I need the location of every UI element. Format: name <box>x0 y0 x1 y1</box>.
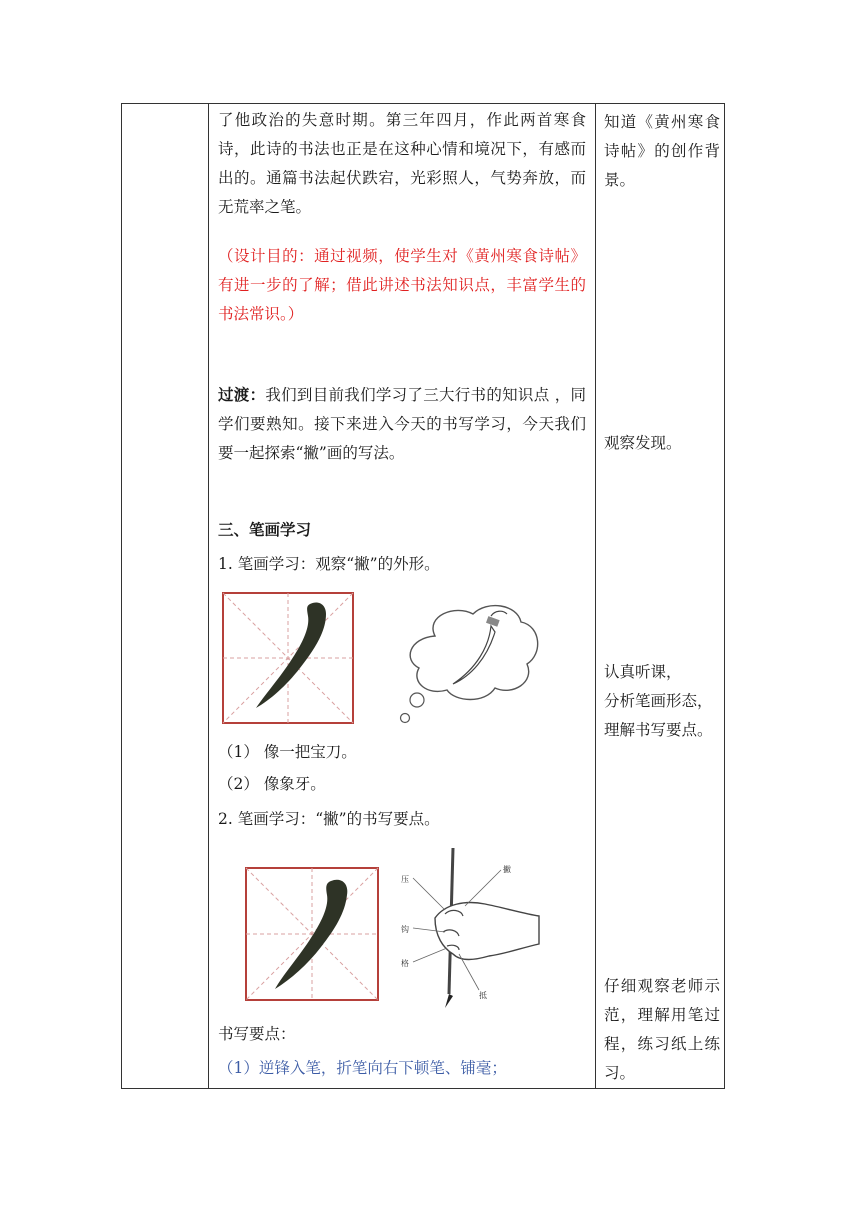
activity-3a: 认真听课， <box>604 663 682 681</box>
activity-3b: 分析笔画形态， <box>604 692 713 710</box>
transition-text: 我们到目前我们学习了三大行书的知识点 ，同学们要熟知。接下来进入今天的书写学习，今天我们要一起探索“撇”画的写法。 <box>218 386 586 462</box>
intro-paragraph: 了他政治的失意时期。第三年四月，作此两首寒食诗，此诗的书法也正是在这种心情和境况下，有感而出的。通篇书法起伏跌宕，光彩照人，气势奔放，而无荒率之笔。 <box>218 111 586 216</box>
activity-4: 仔细观察老师示范，理解用笔过程，练习纸上练习。 <box>604 977 720 1082</box>
saber-bubble-illustration <box>395 596 545 726</box>
label-hook: 钩 <box>401 925 409 934</box>
item2-title: 2. 笔画学习：“撇”的书写要点。 <box>218 810 440 828</box>
activity-1: 知道《黄州寒食诗帖》的创作背景。 <box>604 113 720 189</box>
lesson-table <box>121 103 725 1089</box>
label-grip: 格 <box>401 959 409 968</box>
design-purpose-note: （设计目的：通过视频，使学生对《黄州寒食诗帖》有进一步的了解；借此讲述书法知识点，丰富学生的书法常识。） <box>218 247 586 323</box>
transition-paragraph <box>218 380 586 468</box>
label-pinch: 撇 <box>503 865 511 874</box>
transition-label: 过渡： <box>218 385 266 404</box>
label-support: 抵 <box>479 991 487 1000</box>
content-column <box>209 104 596 1089</box>
stroke-grid-1 <box>222 592 354 724</box>
writing-points-label: 书写要点： <box>218 1025 296 1043</box>
student-activity-column <box>596 104 725 1089</box>
activity-2: 观察发现。 <box>604 434 682 452</box>
label-press: 压 <box>401 875 409 884</box>
likeness-2: （2） 像象牙。 <box>218 775 326 793</box>
stroke-grid-2 <box>245 867 379 1001</box>
likeness-1: （1） 像一把宝刀。 <box>218 743 357 761</box>
writing-point-1: （1）逆锋入笔，折笔向右下顿笔、铺毫； <box>218 1059 507 1077</box>
item1-title: 1. 笔画学习：观察“撇”的外形。 <box>218 555 440 573</box>
section-heading: 三、笔画学习 <box>218 520 312 539</box>
empty-column <box>122 104 209 1089</box>
activity-3c: 理解书写要点。 <box>604 721 713 739</box>
brush-grip-illustration <box>395 844 541 1010</box>
